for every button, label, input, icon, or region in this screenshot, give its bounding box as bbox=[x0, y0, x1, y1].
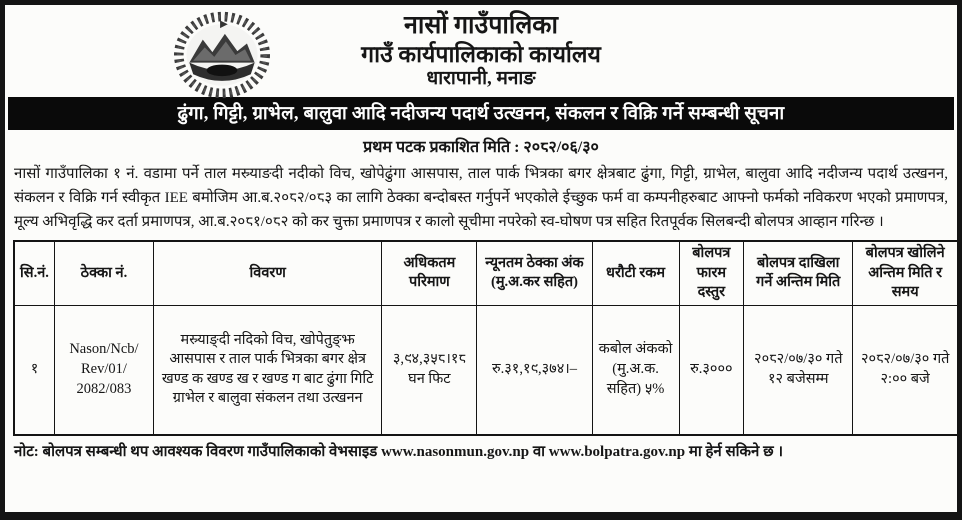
header-form-fee: बोलपत्र फारम दस्तुर bbox=[679, 241, 744, 305]
cell-min-bid: रु.३१,१९,३७४।– bbox=[477, 305, 592, 435]
table-header-row bbox=[14, 241, 958, 305]
cell-deposit: कबोल अंकको (मु.अ.क. सहित) ५% bbox=[592, 305, 679, 435]
header-deposit: धरौटी रकम bbox=[592, 241, 679, 305]
header-serial-no: सि.नं. bbox=[14, 241, 54, 305]
header-max-quantity: अधिकतम परिमाण bbox=[382, 241, 477, 305]
publication-date-line: प्रथम पटक प्रकाशित मिति : २०८२/०६/३० bbox=[363, 139, 599, 157]
cell-contract-no bbox=[54, 305, 153, 435]
notice-title-banner: ढुंगा, गिट्टी, ग्राभेल, बालुवा आदि नदीजन्य पदार्थ उत्खनन, संकलन र विक्रि गर्ने सम्बन्धी सूचना bbox=[8, 97, 954, 130]
header-opening-datetime: बोलपत्र खोलिने अन्तिम मिति र समय bbox=[853, 241, 958, 305]
note-suffix: मा हेर्न सकिने छ । bbox=[685, 443, 784, 460]
cell-description: मस्र्याङ्दी नदिको विच, खोपेतुङ्झ आसपास र ताल पार्क भित्रका बगर क्षेत्र खण्ड क खण्ड ख र खण्ड ग बाट ढुंगा गिटि ग्राभेल र बालुवा संकलन तथा उत्खनन bbox=[153, 305, 381, 435]
header-description: विवरण bbox=[153, 241, 381, 305]
note-or: वा bbox=[529, 443, 549, 460]
bolpatra-website-url: www.bolpatra.gov.np bbox=[548, 443, 686, 460]
cell-serial-no: १ bbox=[14, 305, 54, 435]
notice-body-paragraph: नासों गाउँपालिका १ नं. वडामा पर्ने ताल मस्र्याङदी नदीको विच, खोपेढुंगा आसपास, ताल पार्क भित्रका बगर क्षेत्रबाट ढुंगा, गिट्टी, ग्राभेल, बालुवा आदि नदीजन्य पदार्थ उत्खनन, संकलन र विक्रि गर्न स्वीकृत IEE बमोजिम आ.ब.२०८२/०८३ का लागि ठेक्का बन्दोबस्त गर्नुपर्ने भएकोले ईच्छुक फर्म वा कम्पनीहरुबाट आफ्नो फर्मको नविकरण भएको प्रमाणपत्र, मूल्य अभिवृद्धि कर दर्ता प्रमाणपत्र, आ.ब.२०८१/०८२ को कर चुक्ता प्रमाणपत्र र कालो सूचीमा नपरेको स्व-घोषण पत्र सहित रितपूर्वक सिलबन्दी बोलपत्र आव्हान गरिन्छ । bbox=[14, 166, 948, 231]
contract-no-line: Nason/Ncb/ bbox=[69, 341, 139, 358]
table-row bbox=[14, 305, 958, 435]
municipality-name: नासों गाउँपालिका bbox=[403, 12, 558, 39]
cell-submission-deadline: २०८२/०७/३० गते १२ बजेसम्म bbox=[744, 305, 853, 435]
note-prefix: नोट: बोलपत्र सम्बन्धी थप आवश्यक विवरण गाउँपालिकाको वेभसाइड bbox=[14, 443, 382, 460]
letterhead bbox=[5, 5, 957, 90]
footer-note bbox=[14, 441, 948, 461]
cell-form-fee: रु.३००० bbox=[679, 305, 744, 435]
tender-table bbox=[13, 240, 959, 436]
office-name: गाउँ कार्यपालिकाको कार्यालय bbox=[361, 41, 601, 67]
header-contract-no: ठेक्का नं. bbox=[54, 241, 153, 305]
cell-max-quantity: ३,९४,३५८।१८ घन फिट bbox=[382, 305, 477, 435]
header-submission-deadline: बोलपत्र दाखिला गर्ने अन्तिम मिति bbox=[744, 241, 853, 305]
office-address: धारापानी, मनाङ bbox=[426, 67, 536, 89]
contract-no-line: 2082/083 bbox=[76, 380, 132, 397]
municipality-website-url: www.nasonmun.gov.np bbox=[381, 443, 530, 460]
nepal-coat-of-arms-icon bbox=[163, 7, 281, 103]
header-min-bid: न्यूनतम ठेक्का अंक (मु.अ.कर सहित) bbox=[477, 241, 592, 305]
contract-no-line: Rev/01/ bbox=[80, 360, 127, 377]
cell-opening-datetime: २०८२/०७/३० गते २:०० बजे bbox=[853, 305, 958, 435]
